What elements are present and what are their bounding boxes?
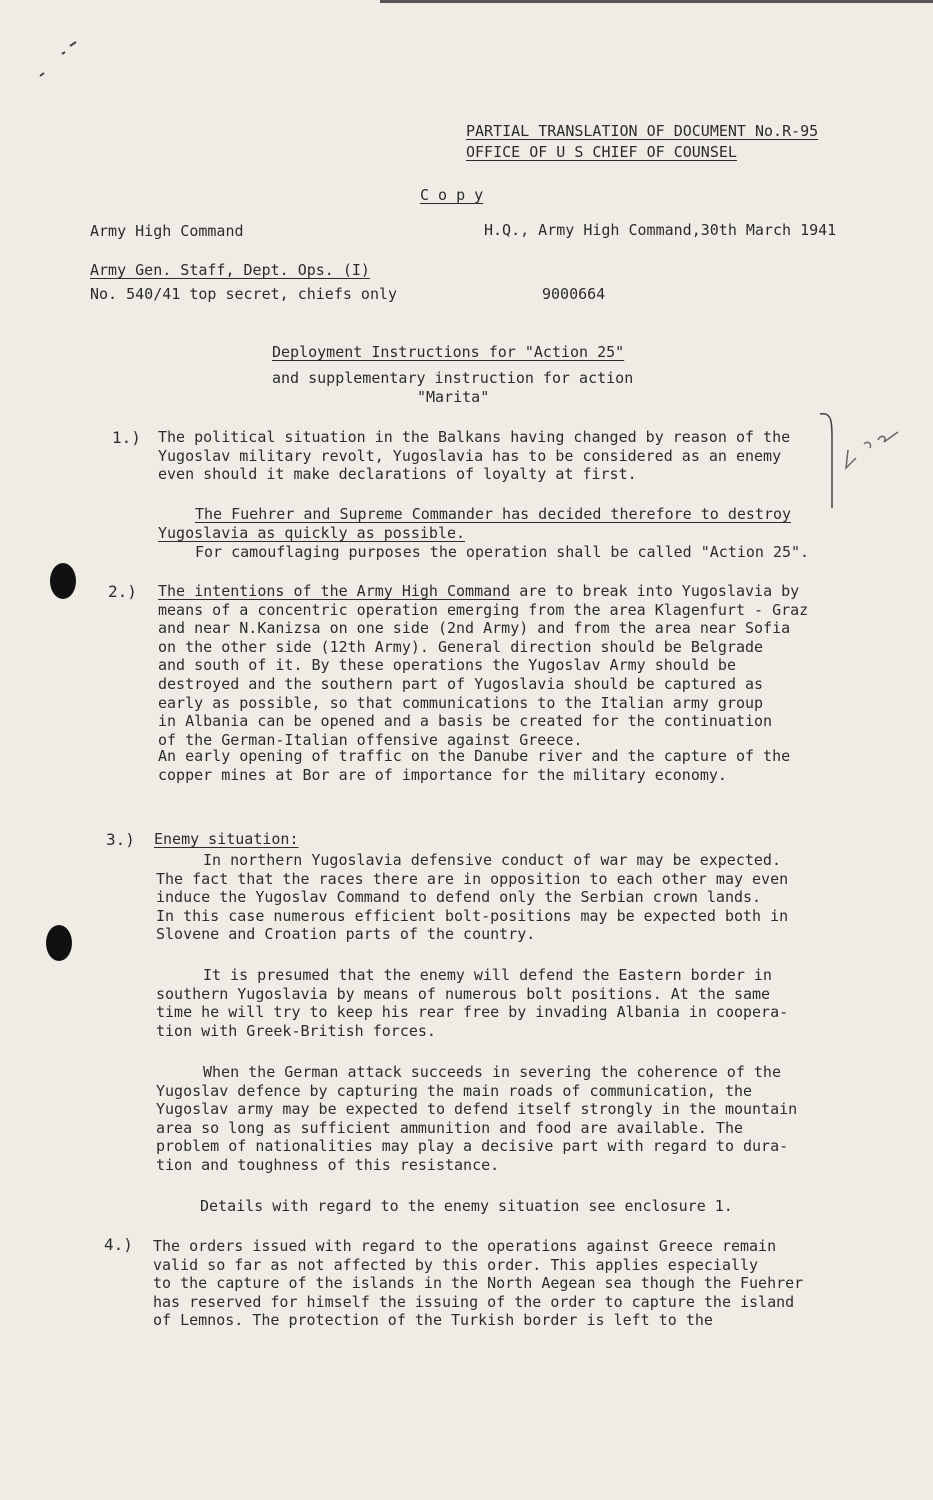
section-3-paragraph-2 [156, 966, 788, 1040]
margin-bracket-annotation [818, 410, 928, 520]
section-4-line: valid so far as not affected by this order. This applies especially [153, 1255, 759, 1274]
punch-hole-bottom [46, 925, 72, 961]
stray-ink-mark [32, 36, 92, 86]
section-2-line: are to break into Yugoslavia by [510, 582, 800, 600]
section-4-paragraph [153, 1237, 803, 1330]
section-3-line: In this case numerous efficient bolt-positions may be expected both in [156, 906, 789, 925]
section-2-line: destroyed and the southern part of Yugoslavia should be captured as [158, 674, 764, 693]
section-3-number: 3.) [106, 830, 135, 849]
section-2-lead: The intentions of the Army High Command [158, 582, 511, 600]
header-line-1: PARTIAL TRANSLATION OF DOCUMENT No.R-95 [466, 122, 819, 140]
top-edge-mark [380, 0, 933, 3]
fuehrer-decision-line-2: Yugoslavia as quickly as possible. [158, 524, 466, 542]
section-2-line: in Albania can be opened and a basis be created for the continuation [158, 712, 773, 731]
section-2-line: An early opening of traffic on the Danube river and the capture of the [158, 747, 791, 765]
enclosure-reference: Details with regard to the enemy situation see enclosure 1. [200, 1197, 733, 1215]
title-line-3: "Marita" [417, 388, 490, 406]
copy-label: C o p y [420, 186, 484, 204]
title-line-2: and supplementary instruction for action [272, 369, 634, 387]
section-2-line: on the other side (12th Army). General direction should be Belgrade [158, 637, 764, 656]
section-4-line: of Lemnos. The protection of the Turkish border is left to the [153, 1311, 713, 1330]
section-3-line: southern Yugoslavia by means of numerous bolt positions. At the same [156, 984, 771, 1003]
section-3-line: problem of nationalities may play a decisive part with regard to dura- [156, 1137, 789, 1156]
section-3-line: time he will try to keep his rear free by invading Albania in coopera- [156, 1003, 789, 1022]
section-3-line: tion with Greek-British forces. [156, 1021, 436, 1040]
date-line: H.Q., Army High Command,30th March 1941 [484, 221, 837, 239]
fuehrer-decision-line-1: The Fuehrer and Supreme Commander has decided therefore to destroy [195, 505, 792, 523]
header-line-2: OFFICE OF U S CHIEF OF COUNSEL [466, 143, 737, 161]
section-1-line: The political situation in the Balkans having changed by reason of the [158, 428, 791, 446]
section-3-line: When the German attack succeeds in severing the coherence of the [203, 1063, 781, 1081]
section-3-line: It is presumed that the enemy will defend the Eastern border in [203, 966, 772, 984]
section-2-line: and south of it. By these operations the Yugoslav Army should be [158, 656, 736, 675]
section-4-number: 4.) [104, 1235, 133, 1254]
section-2-first-line [158, 582, 808, 601]
section-1-paragraph [158, 428, 790, 484]
section-2-line: early as possible, so that communications to the Italian army group [158, 693, 764, 712]
section-3-paragraph-1 [156, 851, 788, 944]
section-2-paragraph-2 [158, 747, 790, 784]
punch-hole-top [50, 563, 76, 599]
sender: Army High Command [90, 222, 244, 240]
title-line-1: Deployment Instructions for "Action 25" [272, 343, 625, 361]
section-1-line: even should it make declarations of loyalty at first. [158, 465, 637, 484]
section-3-heading: Enemy situation: [154, 830, 299, 848]
reference-number: 9000664 [542, 285, 606, 303]
section-1-line: Yugoslav military revolt, Yugoslavia has to be considered as an enemy [158, 446, 782, 465]
section-4-line: to the capture of the islands in the North Aegean sea though the Fuehrer [153, 1274, 804, 1293]
camouflage-line: For camouflaging purposes the operation shall be called "Action 25". [195, 543, 810, 561]
section-2-line: and near N.Kanizsa on one side (2nd Army) and from the area near Sofia [158, 619, 791, 638]
section-4-line: has reserved for himself the issuing of the order to capture the island [153, 1292, 795, 1311]
section-2-line: of the German-Italian offensive against Greece. [158, 730, 583, 749]
document-number: No. 540/41 top secret, chiefs only [90, 285, 398, 303]
section-3-line: induce the Yugoslav Command to defend only the Serbian crown lands. [156, 888, 762, 907]
section-3-line: In northern Yugoslavia defensive conduct of war may be expected. [203, 851, 781, 869]
section-1-number: 1.) [112, 428, 141, 447]
section-3-line: Yugoslav army may be expected to defend itself strongly in the mountain [156, 1100, 798, 1119]
section-3-line: tion and toughness of this resistance. [156, 1155, 500, 1174]
section-3-line: The fact that the races there are in opposition to each other may even [156, 869, 789, 888]
section-3-line: area so long as sufficient ammunition and food are available. The [156, 1118, 743, 1137]
staff-dept: Army Gen. Staff, Dept. Ops. (I) [90, 261, 370, 279]
section-4-line: The orders issued with regard to the operations against Greece remain [153, 1237, 777, 1255]
section-3-paragraph-3 [156, 1063, 797, 1175]
section-3-line: Slovene and Croation parts of the country. [156, 925, 536, 944]
section-2-number: 2.) [108, 582, 137, 601]
section-2-line: copper mines at Bor are of importance for the military economy. [158, 765, 727, 784]
section-3-line: Yugoslav defence by capturing the main roads of communication, the [156, 1081, 753, 1100]
section-2-paragraph [158, 582, 808, 749]
section-2-line: means of a concentric operation emerging from the area Klagenfurt - Graz [158, 600, 809, 619]
